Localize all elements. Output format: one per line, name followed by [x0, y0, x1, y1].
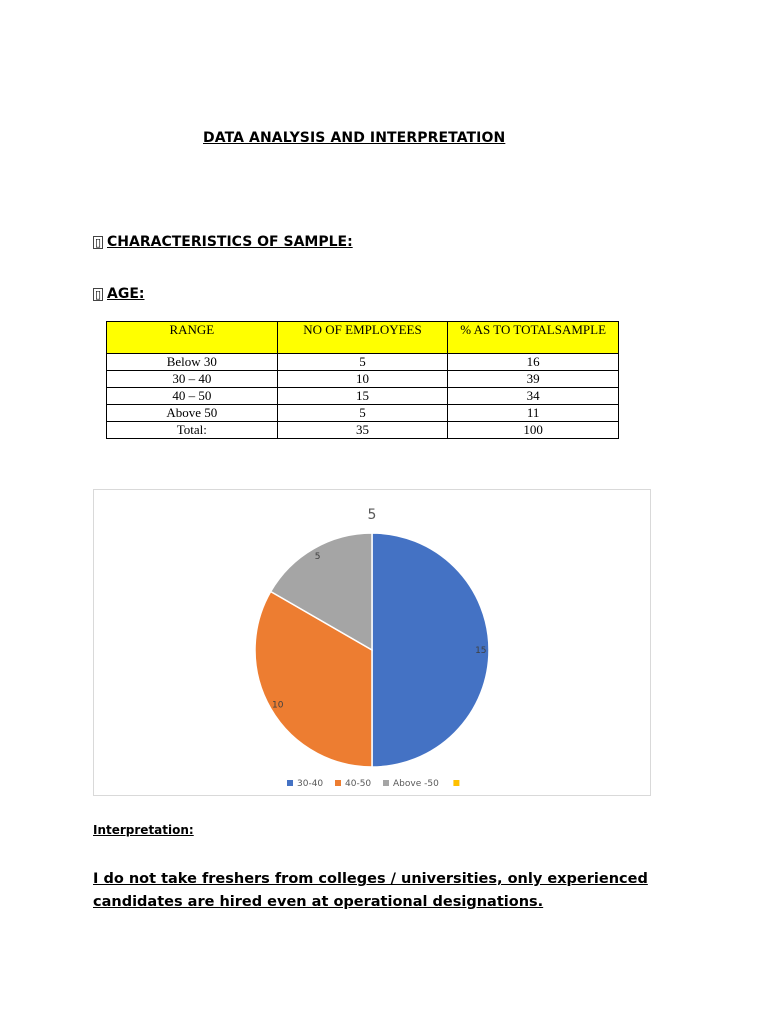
bullet-icon: ▯ [94, 235, 102, 249]
table-row [107, 388, 619, 405]
table-header-row [107, 322, 619, 354]
section-heading [93, 234, 353, 250]
header-range: RANGE [107, 322, 278, 354]
table-cell: 35 [277, 422, 448, 439]
legend-swatch [287, 780, 293, 786]
table-cell: 5 [277, 405, 448, 422]
table-row [107, 405, 619, 422]
table-cell: 34 [448, 388, 619, 405]
table-cell: 30 – 40 [107, 371, 278, 388]
pie-data-label: 5 [314, 551, 321, 562]
pie-data-label: 10 [272, 700, 284, 711]
table-cell: 5 [277, 354, 448, 371]
legend-swatch [383, 780, 389, 786]
pie-chart [93, 489, 651, 796]
legend-swatch [335, 780, 341, 786]
chart-title: 5 [367, 507, 377, 523]
age-table [106, 321, 619, 439]
table-row [107, 354, 619, 371]
table-cell: Below 30 [107, 354, 278, 371]
subsection-heading [93, 286, 145, 302]
table-cell: 11 [448, 405, 619, 422]
subsection-heading-text: AGE: [107, 286, 145, 302]
table-cell: 40 – 50 [107, 388, 278, 405]
interpretation-text: I do not take freshers from colleges / universities, only experienced candidates are hired even at operational designations. [93, 871, 648, 910]
interpretation-label: Interpretation: [93, 823, 194, 837]
legend-swatch [453, 780, 459, 786]
pie-chart-svg [94, 490, 650, 795]
document-title: DATA ANALYSIS AND INTERPRETATION [203, 130, 506, 146]
pie-slice-30-40 [372, 533, 489, 767]
header-employees: NO OF EMPLOYEES [277, 322, 448, 354]
table-cell: Above 50 [107, 405, 278, 422]
section-heading-text: CHARACTERISTICS OF SAMPLE: [107, 234, 353, 250]
table-row-total [107, 422, 619, 439]
legend-label: 30-40 [297, 779, 324, 789]
table-cell: Total: [107, 422, 278, 439]
table-cell: 16 [448, 354, 619, 371]
table-cell: 100 [448, 422, 619, 439]
table-cell: 39 [448, 371, 619, 388]
header-percent: % AS TO TOTALSAMPLE [448, 322, 619, 354]
legend-label: Above -50 [393, 779, 439, 789]
table-cell: 10 [277, 371, 448, 388]
table-cell: 15 [277, 388, 448, 405]
pie-data-label: 15 [475, 646, 487, 656]
legend-label: 40-50 [345, 779, 372, 789]
bullet-icon: ▯ [94, 287, 102, 301]
table-row [107, 371, 619, 388]
